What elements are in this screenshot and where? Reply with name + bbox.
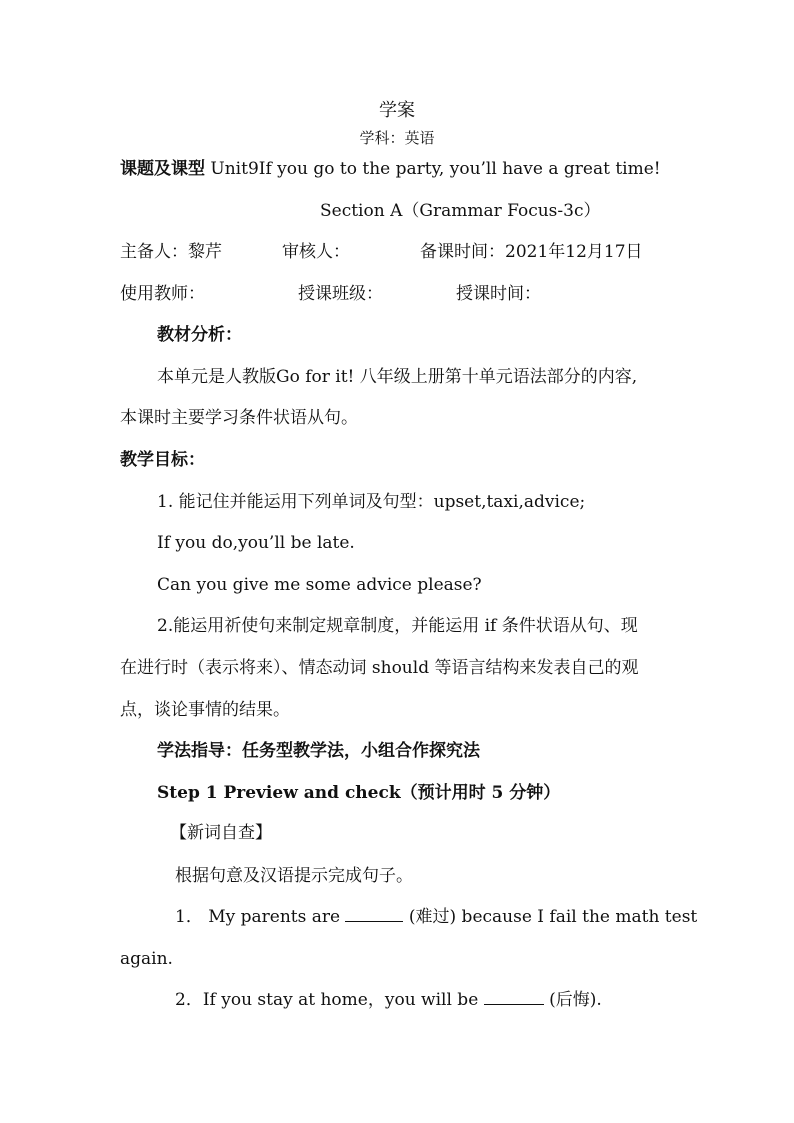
question-2-end: (后悔). xyxy=(549,990,602,1010)
question-2-blank[interactable] xyxy=(484,990,544,1005)
goal-2-line-2: 在进行时（表示将来）、情态动词 should 等语言结构来发表自己的观 xyxy=(120,658,639,678)
meta-preparer: 主备人：黎芹 xyxy=(120,242,222,262)
goal-1-sentence-1: If you do,you’ll be late. xyxy=(157,533,355,553)
question-1-blank[interactable] xyxy=(345,907,403,922)
question-2-start: 2．If you stay at home，you will be xyxy=(175,990,479,1010)
question-1-start: 1． My parents are xyxy=(175,907,341,927)
meta-teacher: 使用教师： xyxy=(120,284,205,304)
section-title: Section A（Grammar Focus-3c） xyxy=(320,201,601,221)
question-1-end: (难过) because I fail the math test xyxy=(408,907,698,927)
question-1-wrap: again. xyxy=(120,949,173,969)
analysis-heading: 教材分析： xyxy=(157,325,242,345)
goal-1-sentence-2: Can you give me some advice please? xyxy=(157,575,482,595)
goal-2-line-1: 2.能运用祈使句来制定规章制度，并能运用 if 条件状语从句、现 xyxy=(157,616,638,636)
meta-reviewer: 审核人： xyxy=(282,242,350,262)
step1-instruction: 根据句意及汉语提示完成句子。 xyxy=(175,866,413,886)
meta-teach-time: 授课时间： xyxy=(456,284,541,304)
analysis-line-1: 本单元是人教版Go for it! 八年级上册第十单元语法部分的内容, xyxy=(157,367,638,387)
meta-prep-time: 备课时间：2021年12月17日 xyxy=(420,242,643,262)
goals-heading: 教学目标： xyxy=(120,450,205,470)
doc-subject: 学科：英语 xyxy=(359,129,435,147)
goal-2-line-3: 点，谈论事情的结果。 xyxy=(120,700,290,720)
goal-1: 1. 能记住并能运用下列单词及句型：upset,taxi,advice; xyxy=(157,492,586,512)
topic-label: 课题及课型 xyxy=(120,159,205,179)
analysis-line-2: 本课时主要学习条件状语从句。 xyxy=(120,408,358,428)
topic-text: Unit9If you go to the party, you’ll have a great time! xyxy=(210,159,661,179)
doc-title: 学案 xyxy=(379,100,415,121)
method-line: 学法指导：任务型教学法，小组合作探究法 xyxy=(157,741,480,761)
question-2 xyxy=(175,989,602,1011)
step1-heading: Step 1 Preview and check（预计用时 5 分钟） xyxy=(157,783,561,803)
step1-subheading: 【新词自查】 xyxy=(170,823,272,843)
meta-class: 授课班级： xyxy=(298,284,383,304)
topic-line xyxy=(120,158,661,180)
question-1 xyxy=(175,906,698,928)
